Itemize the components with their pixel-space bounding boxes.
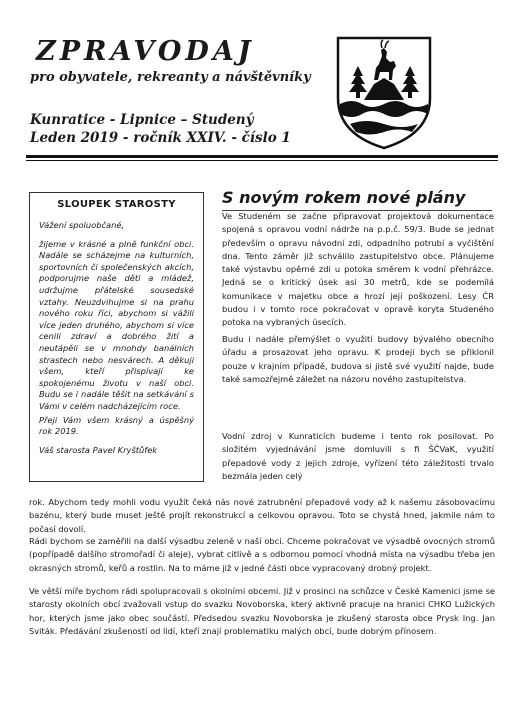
mayor-column-heading: SLOUPEK STAROSTY — [57, 199, 176, 210]
newsletter-subtitle: pro obyvatele, rekreanty a návštěvníky — [30, 70, 311, 85]
header-rule-thin — [26, 160, 498, 161]
article-paragraph: Ve Studeném se začne připravovat projektová dokumentace spojená s opravou vodní nádrže na p.p.č. 59/3. Bude se jednat především o opravu návodní zdi, odpadního potrubí a vyčištění dna. Tento záměr již schválilo zastupitelstvo obce. Plánujeme také výstavbu opěrné zdi u potoka směrem k vodní přehrázce. Jedná se o kritický úsek asi 30 metrů, kde se podemílá komunikace v majetku obce a hrozí její poškození. Lesy ČR budou i v tomto roce pokračovat v opravě koryta Studeného potoka na vybraných úsecích. — [222, 211, 494, 328]
article-title: S novým rokem nové plány — [222, 188, 492, 211]
newsletter-issue: Leden 2019 - ročník XXIV. - číslo 1 — [30, 130, 291, 146]
newsletter-places: Kunratice - Lipnice – Studený — [30, 112, 254, 128]
newsletter-title: ZPRAVODAJ — [36, 36, 255, 67]
header-rule-thick — [26, 155, 498, 158]
mayor-column-signature: Váš starosta Pavel Kryštůfek — [39, 444, 158, 455]
mayor-column-text: žijeme v krásné a plně funkční obci. Nadále se scházejme na kulturních, sportovních či společenských akcích, podporujme naše děti a mládež, udržujme přátelské sousedské vztahy. Neuzdvihujme si na prahu nového roku říci, abychom si vážili více jeden druhého, abychom si více cenili zdraví a dobrého žití a neutápěli se v mnohdy banálních strastech nebo nesvárech. A děkuji všem, kteří přispívají ke spokojenému životu v naší obci. Budu se i nadále těšit na setkávání s Vámi v celém nadcházejícím roce. — [39, 238, 194, 411]
mayor-column-greeting: Vážení spoluobčané, — [39, 220, 125, 230]
article-paragraph: Vodní zdroj v Kunraticích budeme i tento rok posilovat. Po složitém vyjednávání jsme domluvili s fi ŠČVaK, využití přepadové vody z jejich zdroje, vyřízení této záležitosti trvalo bezmála jeden celý — [222, 431, 494, 481]
mayor-column-box — [29, 192, 204, 482]
article-paragraph: Rádi bychom se zaměřili na další výsadbu zeleně v naší obci. Chceme pokračovat ve výsadbě ovocných stromů (popřípadě dalšího stromořadí či aleje), vybrat citlivě a s odbornou pomocí vhodná místa na výsadbu třeba jen okrasných stromů, keřů a rostlin. Na to máme již v jedné části obce vypracovaný drobný projekt. — [29, 536, 495, 573]
mayor-column-wish: Přeji Vám všem krásný a úspěšný rok 2019. — [39, 414, 194, 437]
municipal-coat-of-arms-icon — [334, 34, 434, 152]
article-paragraph: Ve větší míře bychom rádi spolupracovali s okolními obcemi. Již v prosinci na schůzce v České Kamenici jsme se starosty okolních obcí zvažovali vstup do svazku Novoborska, který aktivně pracuje na hranici CHKO Lužických hor, kterých jsme jako obec součástí. Předsedou svazku Novoborska je zkušený starosta obce Prysk Ing. Jan Sviták. Předávání zkušeností od lidí, kteří znají problematiku malých obcí, bude dobrým přínosem. — [29, 586, 495, 636]
article-paragraph-continued: rok. Abychom tedy mohli vodu využít čeká nás nové zatrubnění přepadové vody až k našemu zásobovacímu bazénu, který bude muset ještě projít rekonstrukcí a celkovou opravou. Toto se chystá hned, jakmile nám to počasí dovolí. — [29, 497, 495, 534]
article-paragraph: Budu i nadále přemýšlet o využití budovy bývalého obecního úřadu a prosazovat jeho opravu. K prodeji bych se přiklonil pouze v krajním případě, budova si jistě své využití najde, bude také samozřejmě záležet na názoru nového zastupitelstva. — [222, 334, 494, 384]
